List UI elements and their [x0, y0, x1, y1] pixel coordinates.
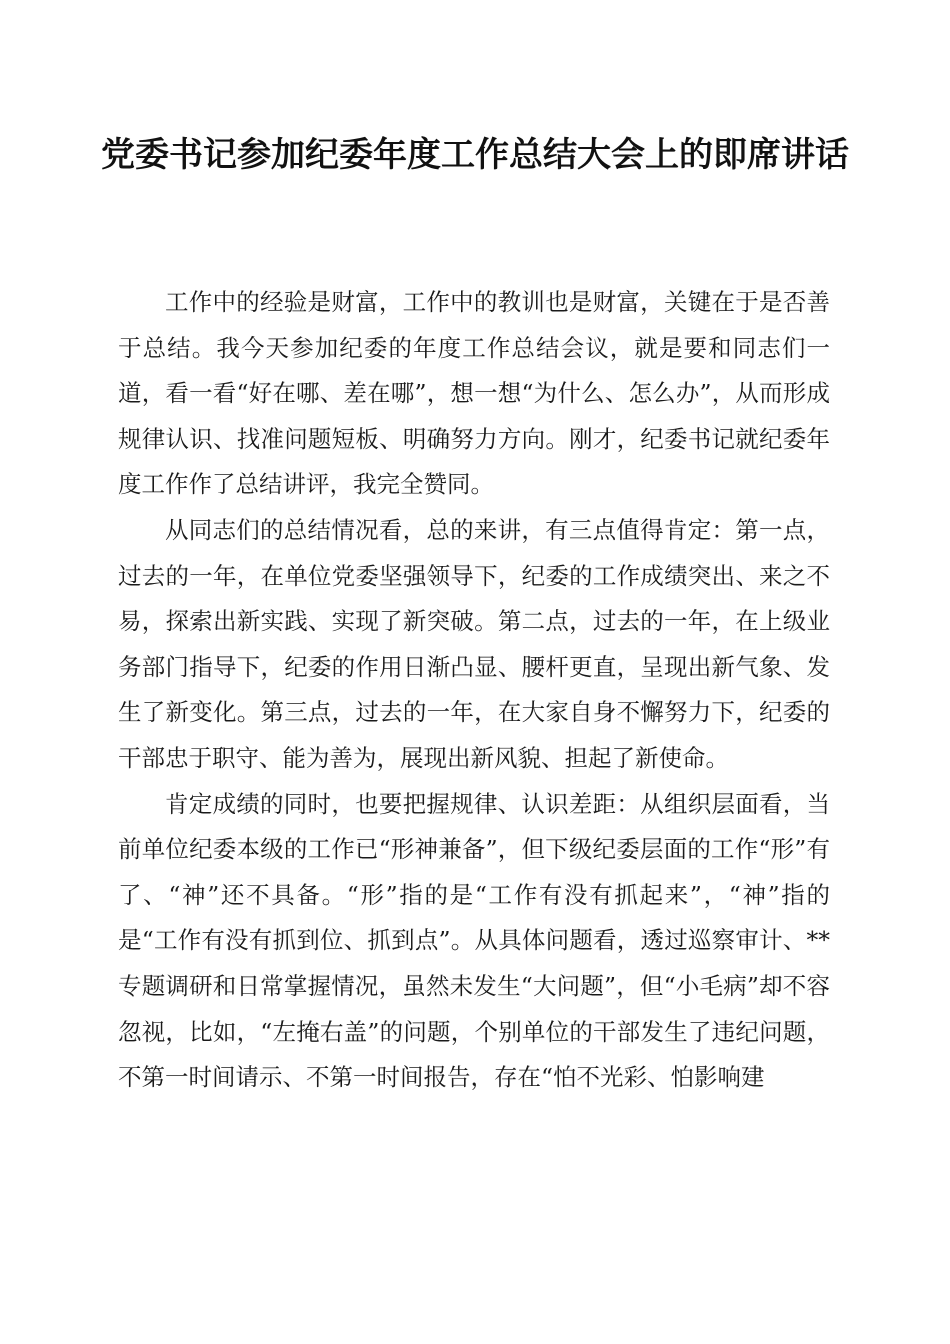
- document-title: 党委书记参加纪委年度工作总结大会上的即席讲话: [101, 135, 849, 175]
- paragraph-2: 从同志们的总结情况看，总的来讲，有三点值得肯定：第一点，过去的一年，在单位党委坚强领导下，纪委的工作成绩突出、来之不易，探索出新实践、实现了新突破。第二点，过去的一年，在上级业务部门指导下，纪委的作用日渐凸显、腰杆更直，呈现出新气象、发生了新变化。第三点，过去的一年，在大家自身不懈努力下，纪委的干部忠于职守、能为善为，展现出新风貌、担起了新使命。: [118, 515, 830, 772]
- paragraph-1: 工作中的经验是财富，工作中的教训也是财富，关键在于是否善于总结。我今天参加纪委的年度工作总结会议，就是要和同志们一道，看一看“好在哪、差在哪”，想一想“为什么、怎么办”，从而形成规律认识、找准问题短板、明确努力方向。刚才，纪委书记就纪委年度工作作了总结讲评，我完全赞同。: [118, 288, 830, 499]
- paragraph-3: 肯定成绩的同时，也要把握规律、认识差距：从组织层面看，当前单位纪委本级的工作已“形神兼备”，但下级纪委层面的工作“形”有了、“神”还不具备。“形”指的是“工作有没有抓起来”，“神”指的是“工作有没有抓到位、抓到点”。从具体问题看，透过巡察审计、**专题调研和日常掌握情况，虽然未发生“大问题”，但“小毛病”却不容忽视，比如，“左掩右盖”的问题，个别单位的干部发生了违纪问题，不第一时间请示、不第一时间报告，存在“怕不光彩、怕影响建: [118, 789, 830, 1092]
- document-body: [118, 280, 830, 1101]
